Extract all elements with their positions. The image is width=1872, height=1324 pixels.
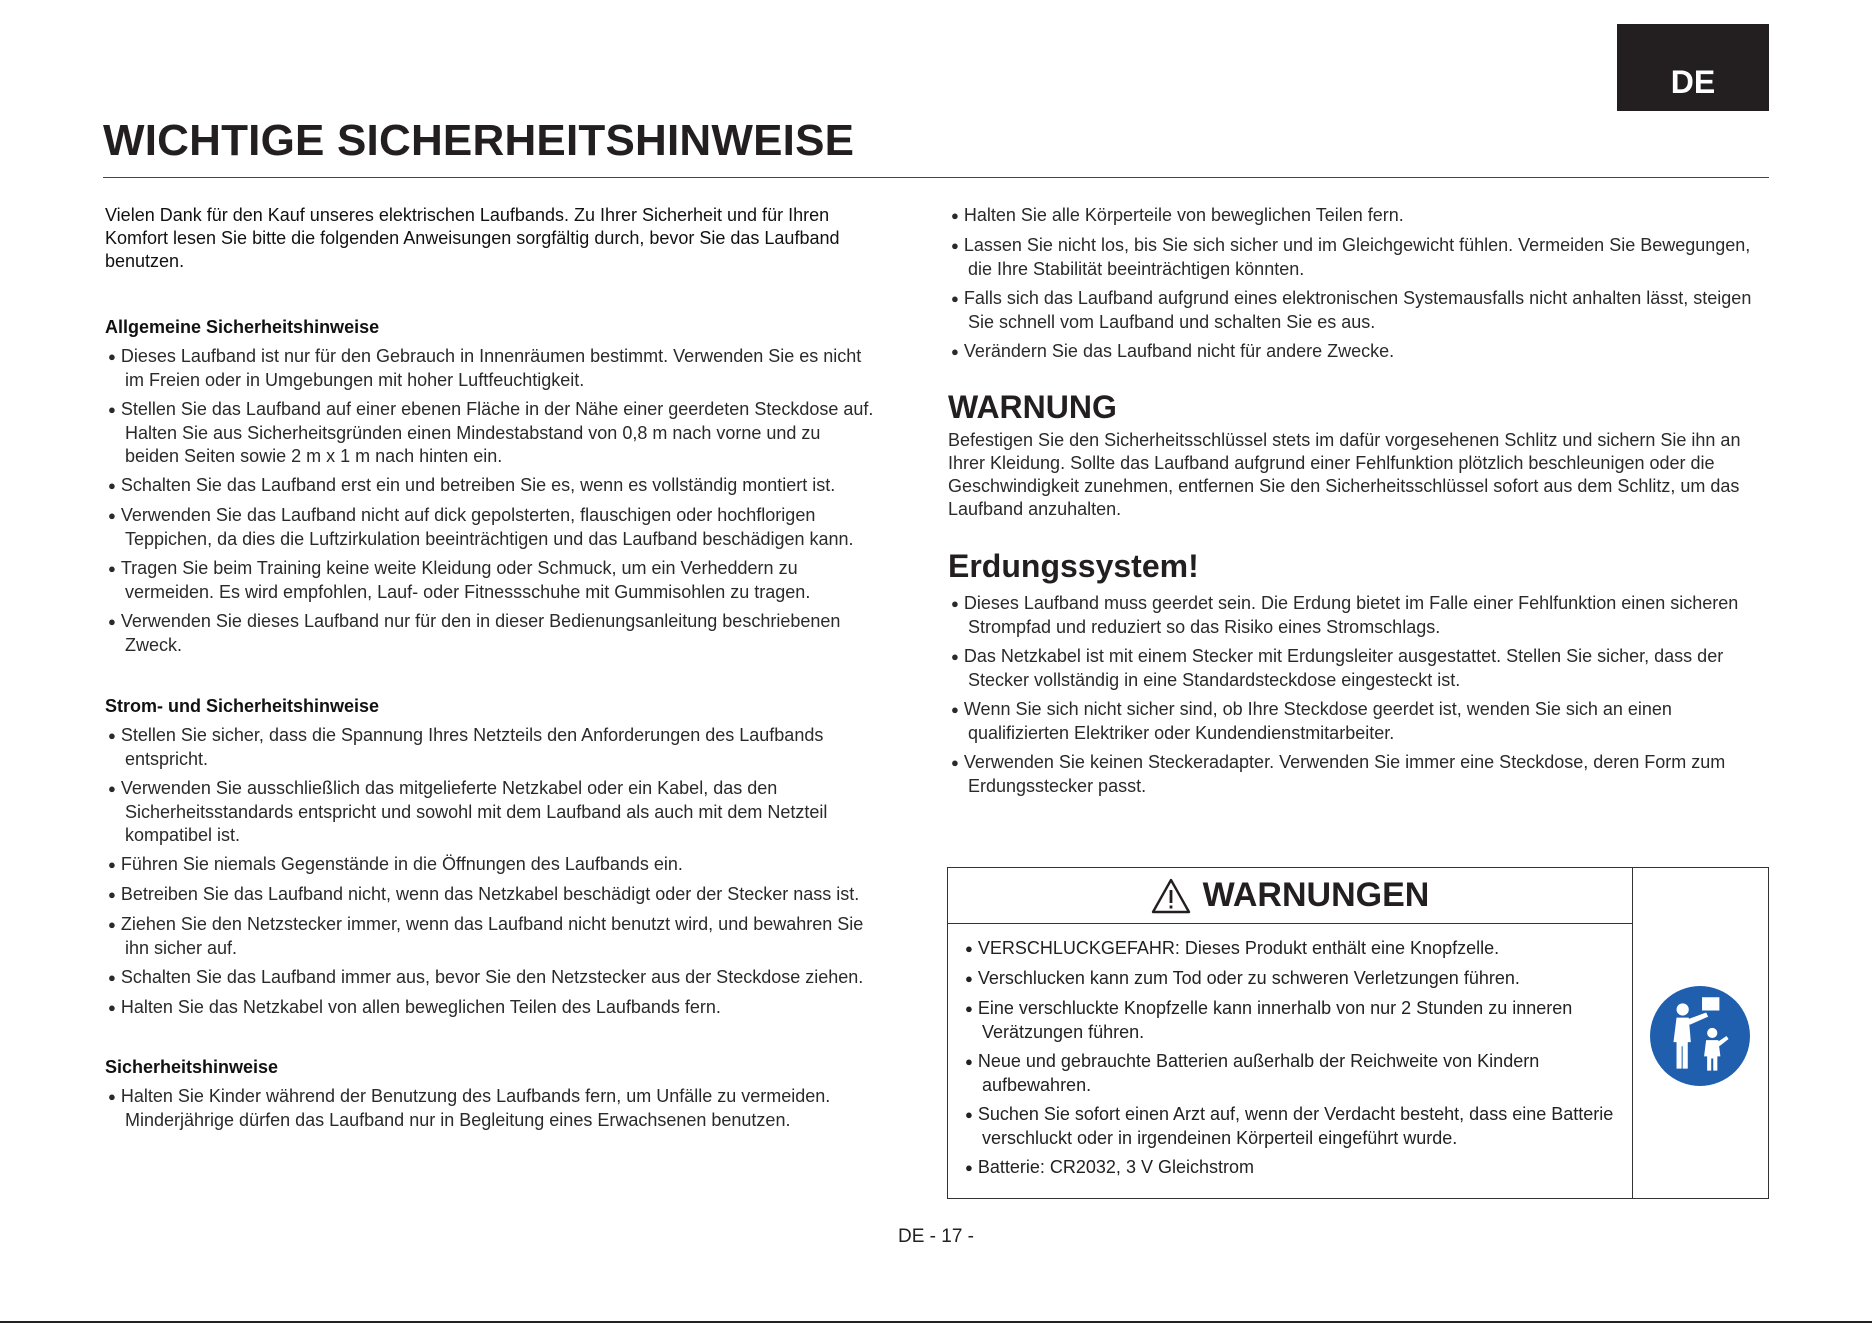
grounding-list xyxy=(948,592,1772,798)
list-item: ● Verwenden Sie ausschließlich das mitgelieferte Netzkabel oder ein Kabel, das den Sicherheitsstandards entspricht und sowohl mit dem Laufband als auch mit dem Netzteil kompatibel ist. xyxy=(105,777,875,847)
list-item: ● VERSCHLUCKGEFAHR: Dieses Produkt enthält eine Knopfzelle. xyxy=(962,937,1622,961)
list-item: ● Verwenden Sie keinen Steckeradapter. Verwenden Sie immer eine Steckdose, deren Form zum Erdungsstecker passt. xyxy=(948,751,1772,798)
list-item: ● Stellen Sie sicher, dass die Spannung Ihres Netzteils den Anforderungen des Laufbands entspricht. xyxy=(105,724,875,771)
safety-list xyxy=(105,1085,875,1132)
language-badge: DE xyxy=(1617,24,1769,111)
safety-heading: Sicherheitshinweise xyxy=(105,1057,279,1077)
warnings-box-heading: WARNUNGEN xyxy=(1202,876,1430,914)
list-item: ● Betreiben Sie das Laufband nicht, wenn das Netzkabel beschädigt oder der Stecker nass ist. xyxy=(105,883,875,907)
warning-triangle-icon xyxy=(1151,878,1191,914)
continued-safety-list xyxy=(948,204,1772,364)
list-item: ● Wenn Sie sich nicht sicher sind, ob Ihre Steckdose geerdet ist, wenden Sie sich an einen qualifizierten Elektriker oder Kundendienstmitarbeiter. xyxy=(948,698,1772,745)
list-item: ● Halten Sie alle Körperteile von beweglichen Teilen fern. xyxy=(948,204,1772,228)
list-item: ● Führen Sie niemals Gegenstände in die Öffnungen des Laufbands ein. xyxy=(105,853,875,877)
general-safety-heading: Allgemeine Sicherheitshinweise xyxy=(105,317,380,337)
list-item: ● Neue und gebrauchte Batterien außerhalb der Reichweite von Kindern aufbewahren. xyxy=(962,1050,1622,1097)
left-column xyxy=(105,204,875,1138)
list-item: ● Verändern Sie das Laufband nicht für andere Zwecke. xyxy=(948,340,1772,364)
list-item: ● Batterie: CR2032, 3 V Gleichstrom xyxy=(962,1156,1622,1180)
page-bottom-rule xyxy=(0,1321,1872,1323)
list-item: ● Eine verschluckte Knopfzelle kann innerhalb von nur 2 Stunden zu inneren Verätzungen führen. xyxy=(962,997,1622,1044)
title-divider xyxy=(103,177,1769,178)
battery-warning-box xyxy=(947,867,1769,1199)
list-item: ● Verwenden Sie dieses Laufband nur für den in dieser Bedienungsanleitung beschriebenen Zweck. xyxy=(105,610,875,657)
list-item: ● Dieses Laufband muss geerdet sein. Die Erdung bietet im Falle einer Fehlfunktion einen sicheren Strompfad und reduziert so das Risiko eines Stromschlags. xyxy=(948,592,1772,639)
warning-paragraph: Befestigen Sie den Sicherheitsschlüssel stets im dafür vorgesehenen Schlitz und sichern Sie ihn an Ihrer Kleidung. Sollte das Laufband aufgrund einer Fehlfunktion plötzlich beschleunigen oder die Geschwindigkeit zunehmen, entfernen Sie den Sicherheitsschlüssel sofort aus dem Schlitz, um das Laufband anzuhalten. xyxy=(948,430,1741,519)
page-number: DE - 17 - xyxy=(897,1226,975,1247)
battery-warning-list xyxy=(962,937,1622,1186)
list-item: ● Stellen Sie das Laufband auf einer ebenen Fläche in der Nähe einer geerdeten Steckdose auf. Halten Sie aus Sicherheitsgründen einen Mindestabstand von 0,8 m nach vorne und zu beiden Seiten sowie 2 m x 1 m nach hinten ein. xyxy=(105,398,875,468)
power-safety-list xyxy=(105,724,875,1020)
list-item: ● Halten Sie das Netzkabel von allen beweglichen Teilen des Laufbands fern. xyxy=(105,996,875,1020)
list-item: ● Schalten Sie das Laufband immer aus, bevor Sie den Netzstecker aus der Steckdose ziehen. xyxy=(105,966,875,990)
page-title: WICHTIGE SICHERHEITSHINWEISE xyxy=(103,116,855,165)
list-item: ● Ziehen Sie den Netzstecker immer, wenn das Laufband nicht benutzt wird, und bewahren Sie ihn sicher auf. xyxy=(105,913,875,960)
grounding-heading: Erdungssystem! xyxy=(948,548,1199,584)
general-safety-list xyxy=(105,345,875,657)
list-item: ● Verwenden Sie das Laufband nicht auf dick gepolsterten, flauschigen oder hochflorigen Teppichen, da dies die Luftzirkulation beeinträchtigen und das Laufband beschädigen kann. xyxy=(105,504,875,551)
warnings-box-header xyxy=(948,868,1632,924)
intro-paragraph: Vielen Dank für den Kauf unseres elektrischen Laufbands. Zu Ihrer Sicherheit und für Ihren Komfort lesen Sie bitte die folgenden Anweisungen sorgfältig durch, bevor Sie das Laufband benutzen. xyxy=(105,205,840,271)
power-safety-heading: Strom- und Sicherheitshinweise xyxy=(105,696,380,716)
list-item: ● Suchen Sie sofort einen Arzt auf, wenn der Verdacht besteht, dass eine Batterie verschluckt oder in irgendeinen Körperteil eingeführt wurde. xyxy=(962,1103,1622,1150)
list-item: ● Dieses Laufband ist nur für den Gebrauch in Innenräumen bestimmt. Verwenden Sie es nicht im Freien oder in Umgebungen mit hoher Luftfeuchtigkeit. xyxy=(105,345,875,392)
box-column-divider xyxy=(1632,868,1633,1198)
list-item: ● Verschlucken kann zum Tod oder zu schweren Verletzungen führen. xyxy=(962,967,1622,991)
list-item: ● Tragen Sie beim Training keine weite Kleidung oder Schmuck, um ein Verheddern zu vermeiden. Es wird empfohlen, Lauf- oder Fitnessschuhe mit Gummisohlen zu tragen. xyxy=(105,557,875,604)
list-item: ● Falls sich das Laufband aufgrund eines elektronischen Systemausfalls nicht anhalten lässt, steigen Sie schnell vom Laufband und schalten Sie es aus. xyxy=(948,287,1772,334)
list-item: ● Das Netzkabel ist mit einem Stecker mit Erdungsleiter ausgestattet. Stellen Sie sicher, dass der Stecker vollständig in eine Standardsteckdose eingesteckt ist. xyxy=(948,645,1772,692)
list-item: ● Lassen Sie nicht los, bis Sie sich sicher und im Gleichgewicht fühlen. Vermeiden Sie Bewegungen, die Ihre Stabilität beeinträchtigen könnten. xyxy=(948,234,1772,281)
list-item: ● Halten Sie Kinder während der Benutzung des Laufbands fern, um Unfälle zu vermeiden. Minderjährige dürfen das Laufband nur in Begleitung eines Erwachsenen benutzen. xyxy=(105,1085,875,1132)
right-column xyxy=(948,204,1772,804)
list-item: ● Schalten Sie das Laufband erst ein und betreiben Sie es, wenn es vollständig montiert ist. xyxy=(105,474,875,498)
warning-heading: WARNUNG xyxy=(948,389,1117,425)
keep-away-from-children-icon xyxy=(1649,985,1751,1087)
